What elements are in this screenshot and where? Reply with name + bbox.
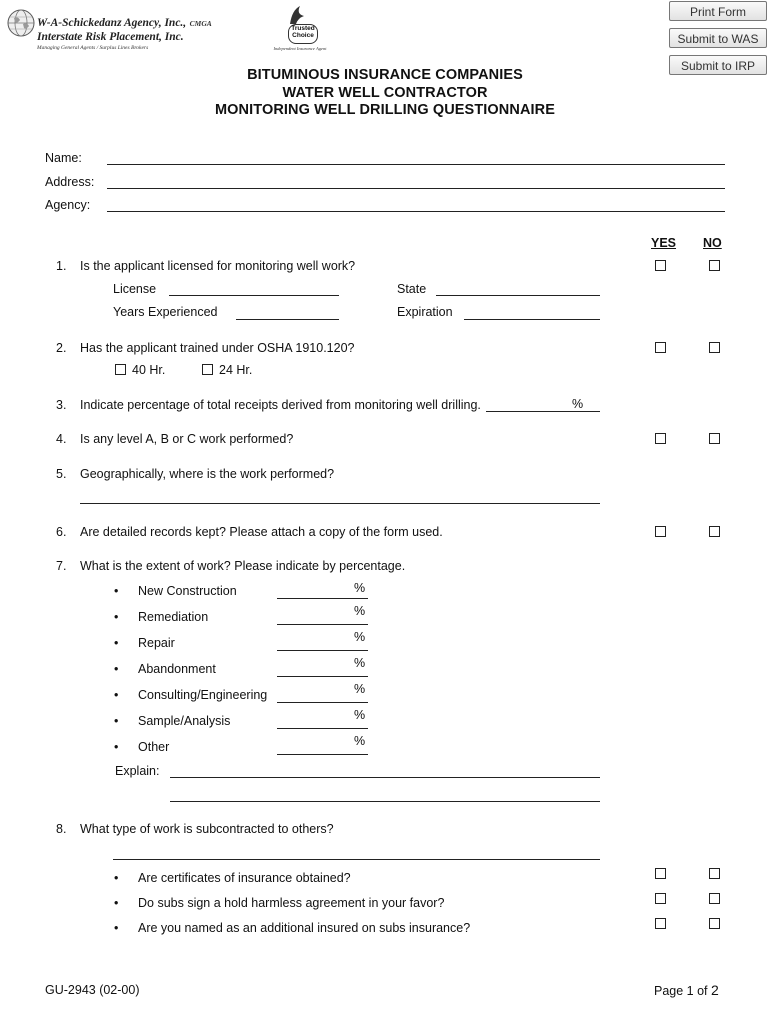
q6-no-checkbox[interactable] (709, 526, 720, 537)
no-column-header: NO (703, 236, 722, 250)
bullet: • (114, 610, 119, 624)
work-item-label: Sample/Analysis (138, 714, 231, 728)
osha-40hr-label: 40 Hr. (132, 363, 166, 377)
expiration-field[interactable] (464, 319, 600, 320)
page-prefix: Page 1 of (654, 984, 708, 998)
q8-number: 8. (56, 822, 67, 836)
bullet: • (114, 636, 119, 650)
q8-sub2-no-checkbox[interactable] (709, 893, 720, 904)
work-item-label: Abandonment (138, 662, 216, 676)
choice-text: Choice (292, 32, 314, 39)
osha-40hr-checkbox[interactable] (115, 364, 126, 375)
explain-field-line2[interactable] (170, 801, 600, 802)
years-experienced-field[interactable] (236, 319, 339, 320)
subcontracted-work-field[interactable] (113, 859, 600, 860)
page-indicator (654, 982, 719, 998)
trusted-text: Trusted (291, 25, 315, 32)
bullet: • (114, 740, 119, 754)
q8-sub2-yes-checkbox[interactable] (655, 893, 666, 904)
work-item-label: Remediation (138, 610, 209, 624)
q7-number: 7. (56, 559, 67, 573)
q6-yes-checkbox[interactable] (655, 526, 666, 537)
q2-number: 2. (56, 341, 67, 355)
title-line2: WATER WELL CONTRACTOR (282, 85, 488, 101)
new-construction-percent-field[interactable] (277, 598, 368, 599)
q1-no-checkbox[interactable] (709, 260, 720, 271)
state-label: State (397, 282, 427, 296)
explain-label: Explain: (115, 764, 160, 778)
work-item-label: Repair (138, 636, 175, 650)
q2-yes-checkbox[interactable] (655, 342, 666, 353)
expiration-label: Expiration (397, 305, 453, 319)
sample-analysis-percent-field[interactable] (277, 728, 368, 729)
q5-text: Geographically, where is the work performed? (80, 467, 335, 481)
q8-sub3-text: Are you named as an additional insured on subs insurance? (138, 921, 471, 935)
q3-text: Indicate percentage of total receipts derived from monitoring well drilling. (80, 398, 481, 412)
bullet: • (114, 921, 119, 935)
explain-field-line1[interactable] (170, 777, 600, 778)
q4-number: 4. (56, 432, 67, 446)
agency-name-line2: Interstate Risk Placement, Inc. (37, 31, 184, 43)
q5-number: 5. (56, 467, 67, 481)
license-label: License (113, 282, 157, 296)
form-code: GU-2943 (02-00) (45, 983, 140, 997)
agency-tagline: Managing General Agents / Surplus Lines Brokers (37, 45, 149, 51)
globe-logo-icon (6, 8, 36, 38)
bullet: • (114, 896, 119, 910)
name-field[interactable] (107, 164, 725, 165)
title-line3: MONITORING WELL DRILLING QUESTIONNAIRE (215, 102, 555, 118)
print-form-button[interactable]: Print Form (669, 1, 767, 21)
other-percent-field[interactable] (277, 754, 368, 755)
address-field[interactable] (107, 188, 725, 189)
abandonment-percent-field[interactable] (277, 676, 368, 677)
q1-yes-checkbox[interactable] (655, 260, 666, 271)
q2-text: Has the applicant trained under OSHA 1910.120? (80, 341, 355, 355)
bullet: • (114, 584, 119, 598)
address-label: Address: (45, 175, 95, 189)
agency-field[interactable] (107, 211, 725, 212)
q3-number: 3. (56, 398, 67, 412)
bullet: • (114, 688, 119, 702)
submit-to-irp-button[interactable]: Submit to IRP (669, 55, 767, 75)
work-item-label: New Construction (138, 584, 237, 598)
bullet: • (114, 871, 119, 885)
q4-yes-checkbox[interactable] (655, 433, 666, 444)
agency-name-line1: W-A-Schickedanz Agency, Inc., CMGA (37, 17, 212, 29)
name-label: Name: (45, 151, 82, 165)
receipts-percentage-field[interactable] (486, 411, 600, 412)
consulting-engineering-percent-field[interactable] (277, 702, 368, 703)
q8-sub1-text: Are certificates of insurance obtained? (138, 871, 351, 885)
q8-sub3-no-checkbox[interactable] (709, 918, 720, 929)
percent-sign: % (354, 630, 366, 644)
percent-sign: % (354, 708, 366, 722)
trusted-caption: Independent Insurance Agent (273, 46, 327, 51)
geography-field[interactable] (80, 503, 600, 504)
years-experienced-label: Years Experienced (113, 305, 218, 319)
osha-24hr-checkbox[interactable] (202, 364, 213, 375)
state-field[interactable] (436, 295, 600, 296)
remediation-percent-field[interactable] (277, 624, 368, 625)
agency-label: Agency: (45, 198, 91, 212)
q7-text: What is the extent of work? Please indicate by percentage. (80, 559, 406, 573)
page-total: 2 (711, 982, 719, 998)
osha-24hr-label: 24 Hr. (219, 363, 253, 377)
repair-percent-field[interactable] (277, 650, 368, 651)
trusted-choice-logo (274, 4, 326, 52)
q2-no-checkbox[interactable] (709, 342, 720, 353)
percent-sign: % (354, 682, 366, 696)
license-field[interactable] (169, 295, 339, 296)
work-item-label: Other (138, 740, 170, 754)
q8-sub2-text: Do subs sign a hold harmless agreement in your favor? (138, 896, 445, 910)
q1-text: Is the applicant licensed for monitoring well work? (80, 259, 356, 273)
title-line1: BITUMINOUS INSURANCE COMPANIES (247, 67, 523, 83)
q8-sub3-yes-checkbox[interactable] (655, 918, 666, 929)
yes-column-header: YES (651, 236, 677, 250)
q8-sub1-yes-checkbox[interactable] (655, 868, 666, 879)
submit-to-was-button[interactable]: Submit to WAS (669, 28, 767, 48)
q8-text: What type of work is subcontracted to others? (80, 822, 334, 836)
percent-sign: % (354, 656, 366, 670)
q4-text: Is any level A, B or C work performed? (80, 432, 294, 446)
q3-percent-sign: % (572, 397, 584, 411)
work-item-label: Consulting/Engineering (138, 688, 268, 702)
q4-no-checkbox[interactable] (709, 433, 720, 444)
bullet: • (114, 714, 119, 728)
bullet: • (114, 662, 119, 676)
q1-number: 1. (56, 259, 67, 273)
q6-number: 6. (56, 525, 67, 539)
percent-sign: % (354, 581, 366, 595)
percent-sign: % (354, 604, 366, 618)
q6-text: Are detailed records kept? Please attach a copy of the form used. (80, 525, 443, 539)
percent-sign: % (354, 734, 366, 748)
q8-sub1-no-checkbox[interactable] (709, 868, 720, 879)
